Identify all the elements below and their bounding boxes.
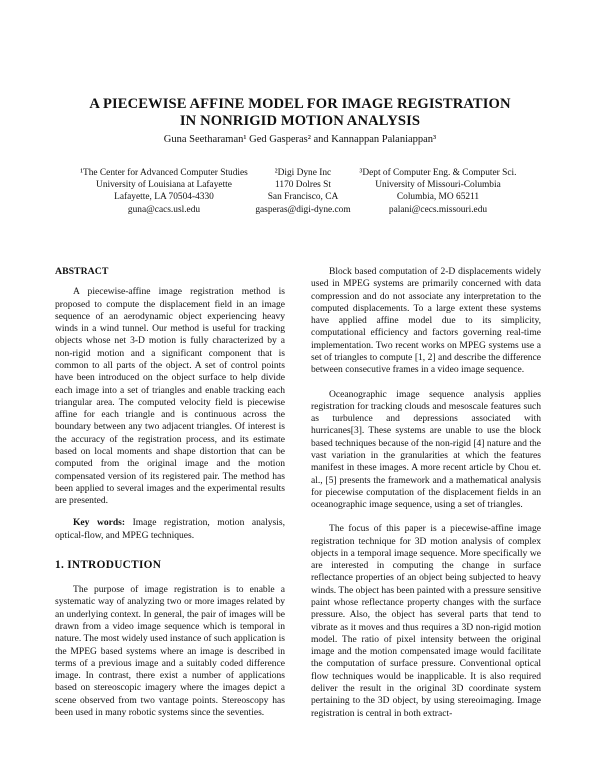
affiliation-email: palani@cecs.missouri.edu xyxy=(388,204,488,215)
paragraph-oceanographic: Oceanographic image sequence analysis applies registration for tracking clouds and mesoscale features such as turbulence and depressions associated with hurricanes[3]. These systems are unable to use the block based techniques because of the non-rigid [4] nature and the vast variation in the granularities at which the features manifest in these images. A more recent article by Chou et. al., [5] presents the framework and a mathematical analysis for piecewise computation of the displacement fields in an oceanographic image sequence, using a set of triangles. xyxy=(311,388,541,511)
affiliation-line: 1170 Dolres St xyxy=(275,180,331,191)
introduction-heading: 1. INTRODUCTION xyxy=(55,558,162,571)
keywords-label: Key words: xyxy=(73,517,126,529)
affiliation-line: ¹The Center for Advanced Computer Studies xyxy=(80,168,248,178)
keywords xyxy=(55,517,285,542)
right-column xyxy=(311,266,541,720)
introduction-paragraph: The purpose of image registration is to enable a systematic way of analyzing two or more images related by an underlying context. In general, the pair of images will be drawn from a video image sequence which is temporal in nature. The most widely used instance of such application is the MPEG based systems where an image is described in terms of a previous image and a suitably coded difference image. In contrast, there exist a number of applications based on stereoscopic imagery where the images depict a scene observed from two vantage points. Stereoscopy has been used in many robotic systems since the seventies. xyxy=(55,584,285,718)
author-list: Guna Seetharaman¹ Ged Gasperas² and Kannappan Palaniappan³ xyxy=(163,134,437,145)
keywords-text: Image registration, motion analysis, optical-flow, and MPEG techniques. xyxy=(55,517,286,541)
left-column xyxy=(55,266,285,719)
affiliation-line: University of Missouri-Columbia xyxy=(375,180,501,191)
paragraph-focus: The focus of this paper is a piecewise-affine image registration technique for 3D motion analysis of complex objects in a temporal image sequence. More specifically we are interested in computing the change in surface reflectance properties of an object being subjected to heavy winds. The object has been painted with a pressure sensitive paint whose reflectance property changes with the surface pressure. Also, the object has several parts that tend to vibrate as it moves and thus requires a 3D non-rigid motion model. The ratio of pixel intensity between the original image and the motion compensated image would facilitate the computation of surface pressure. Conventional optical flow techniques would be inapplicable. It is also required deliver the result in the original 3D coordinate system pertaining to the 3D object, by using stereoimaging. Image registration is central in both extract- xyxy=(311,523,541,719)
paper-title xyxy=(0,96,600,130)
affiliation-3 xyxy=(340,167,536,216)
affiliation-line: San Francisco, CA xyxy=(267,192,339,203)
paragraph-block-computation: Block based computation of 2-D displacements widely used in MPEG systems are primarily concerned with data compression and do not associate any interpretation to the computed displacements. To a large extent these systems have applied affine model due to its simplicity, computational efficiency and factors governing real-time implementation. Two recent works on MPEG systems use a set of triangles to compute [1, 2] and describe the difference between consecutive frames in a video image sequence. xyxy=(311,266,541,376)
abstract-text: A piecewise-affine image registration method is proposed to compute the displacement field in an image sequence of an aerodynamic object experiencing heavy winds in a wind tunnel. Our method is useful for tracking objects whose net 3-D motion is fully characterized by a non-rigid motion and a significant component that is common to all parts of the object. A set of control points have been introduced on the object surface to help divide each image into a set of triangles and enable tracking each triangular area. The computed velocity field is piecewise affine for each triangle and is continuous across the boundary between any two adjacent triangles. Of interest is the accuracy of the registration process, and its estimate based on local moments and shape distortion that can be computed from the original image and the motion compensated version of its registered pair. The method has been applied to several images and the experimental results are presented. xyxy=(55,286,285,507)
affiliation-line: ³Dept of Computer Eng. & Computer Sci. xyxy=(359,168,517,178)
affiliation-line: Columbia, MO 65211 xyxy=(396,192,480,203)
title-line-1: A PIECEWISE AFFINE MODEL FOR IMAGE REGISTRATION xyxy=(89,96,511,112)
abstract-heading: ABSTRACT xyxy=(55,266,109,277)
affiliation-email: gasperas@digi-dyne.com xyxy=(255,204,351,215)
title-line-2: IN NONRIGID MOTION ANALYSIS xyxy=(179,113,421,129)
affiliation-line: ²Digi Dyne Inc xyxy=(274,168,332,178)
affiliation-line: Lafayette, LA 70504-4330 xyxy=(114,192,214,203)
affiliation-line: University of Louisiana at Lafayette xyxy=(96,180,232,191)
affiliation-email: guna@cacs.usl.edu xyxy=(127,204,201,215)
